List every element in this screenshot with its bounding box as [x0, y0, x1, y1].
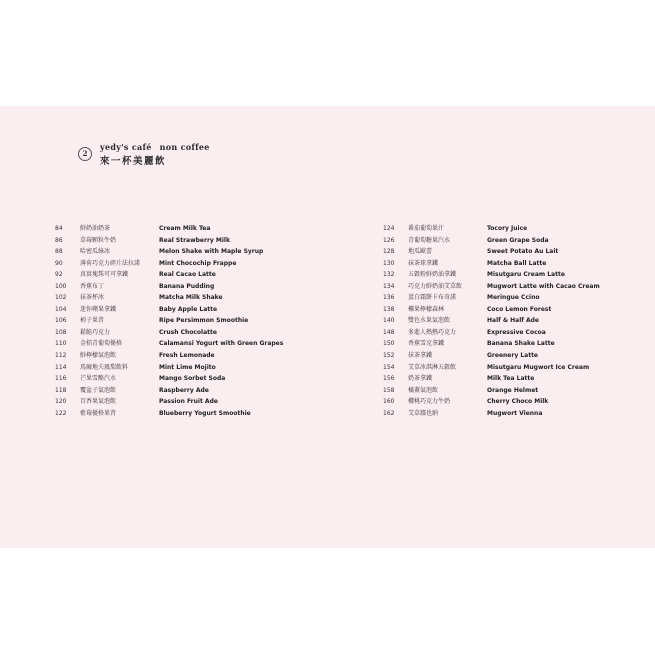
drink-name-zh: 青葡萄糖果汽水	[408, 236, 451, 244]
drink-name-en: Matcha Milk Shake	[159, 294, 223, 302]
drink-name-zh: 金桔青葡萄優格	[80, 340, 123, 348]
drink-name-zh: 番茄葡萄果汁	[408, 225, 445, 232]
drink-name-zh: 奶茶拿鐵	[408, 375, 433, 383]
drink-name-en: Melon Shake with Maple Syrup	[159, 248, 264, 256]
drink-name-zh: 巧克力鮮奶油艾草飲	[408, 282, 463, 290]
drink-name-zh: 鬆脆巧克力	[80, 328, 111, 336]
page-number: 112	[55, 352, 67, 360]
book-page	[0, 106, 655, 548]
drink-name-en: Blueberry Yogurt Smoothie	[159, 409, 251, 417]
drink-name-zh: 覆盆子氣泡飲	[80, 386, 117, 394]
drink-name-en: Crush Chocolatte	[159, 328, 217, 336]
drink-name-zh: 多進人熱熱巧克力	[408, 328, 457, 336]
drink-name-zh: 薄荷巧克力碎片法拉諾	[80, 259, 141, 267]
page-number: 138	[383, 305, 395, 313]
drink-name-zh: 五穀粉鮮奶油拿鐵	[408, 271, 457, 279]
drink-name-zh: 艾草鄒也納	[408, 409, 439, 417]
drink-name-zh: 馬爾地夫鳳梨飲料	[80, 363, 129, 371]
drink-name-zh: 艾草冰淇淋五穀飲	[408, 363, 457, 371]
page-number: 126	[383, 236, 395, 244]
chapter-title-zh: 來一杯美麗飲	[100, 156, 167, 167]
drink-name-zh: 迷你蘋果拿鐵	[80, 305, 117, 313]
drink-name-zh: 抹茶杯冰	[80, 294, 105, 302]
drink-name-en: Cherry Choco Milk	[487, 398, 549, 406]
drink-name-zh: 櫻桃巧克力牛奶	[408, 398, 451, 406]
drink-name-zh: 香蕉雪克拿鐵	[408, 340, 445, 348]
drink-name-zh: 蛋白霜餅卡布奇諾	[408, 294, 457, 302]
page-number: 108	[55, 328, 67, 336]
drink-name-zh: 雙色水果氣泡飲	[408, 317, 451, 325]
drink-name-en: Orange Helmet	[487, 386, 539, 394]
page-number: 84	[55, 225, 63, 232]
drink-name-en: Half & Half Ade	[487, 317, 539, 325]
drink-name-en: Mint Chocochip Frappe	[159, 259, 237, 267]
page-number: 152	[383, 352, 395, 360]
drink-name-zh: 鮮檸檬氣泡飲	[80, 352, 117, 360]
drink-name-en: Passion Fruit Ade	[159, 398, 218, 406]
drink-name-en: Mango Sorbet Soda	[159, 375, 226, 383]
page-number: 90	[55, 259, 63, 267]
page-number: 88	[55, 248, 63, 256]
drink-name-zh: 真實塊珠可可拿鐵	[80, 271, 129, 279]
drink-name-en: Calamansi Yogurt with Green Grapes	[159, 340, 284, 348]
drink-name-en: Real Cacao Latte	[159, 271, 216, 279]
page-number: 136	[383, 294, 395, 302]
page-number: 86	[55, 236, 63, 244]
drink-name-en: Green Grape Soda	[487, 236, 549, 244]
page-number: 156	[383, 375, 395, 383]
drink-name-zh: 鮮奶油奶茶	[80, 225, 111, 232]
drink-name-en: Cream Milk Tea	[159, 225, 211, 232]
drink-name-en: Misutgaru Mugwort Ice Cream	[487, 363, 590, 371]
drink-name-en: Mint Lime Mojito	[159, 363, 216, 371]
drink-name-en: Milk Tea Latte	[487, 375, 535, 383]
page-number: 132	[383, 271, 395, 279]
drink-name-en: Raspberry Ade	[159, 386, 209, 394]
drink-name-en: Real Strawberry Milk	[159, 236, 230, 244]
drink-name-zh: 椰果檸檬森林	[408, 305, 445, 313]
drink-name-zh: 地瓜歐蕾	[408, 248, 433, 256]
drink-name-zh: 橘蓋氣泡飲	[408, 386, 439, 394]
page-number: 100	[55, 282, 67, 290]
page-number: 92	[55, 271, 63, 279]
drink-name-en: Mugwort Vienna	[487, 409, 543, 417]
page-number: 134	[383, 282, 395, 290]
page-number: 150	[383, 340, 395, 348]
drink-name-zh: 芒果雪酪汽水	[80, 375, 117, 383]
drink-name-en: Mugwort Latte with Cacao Cream	[487, 282, 600, 290]
chapter-number-badge: 2	[78, 147, 92, 161]
drink-name-en: Fresh Lemonade	[159, 352, 215, 360]
drink-name-zh: 藍莓優格果昔	[80, 409, 117, 417]
page-number: 102	[55, 294, 67, 302]
drink-name-en: Matcha Ball Latte	[487, 259, 547, 267]
drink-name-zh: 抹茶球拿鐵	[408, 259, 439, 267]
drink-name-en: Greenery Latte	[487, 352, 538, 360]
drink-name-en: Banana Pudding	[159, 282, 215, 290]
drink-name-zh: 柿子果昔	[80, 317, 105, 325]
page-number: 116	[55, 375, 67, 383]
page-number: 148	[383, 328, 395, 336]
page-number: 160	[383, 398, 395, 406]
page-number: 140	[383, 317, 395, 325]
page-number: 124	[383, 225, 395, 232]
chapter-title-en	[100, 142, 210, 152]
drink-name-zh: 哈密瓜綠冰	[80, 248, 111, 256]
brand-name: yedy's café	[100, 142, 152, 152]
section-name: non coffee	[159, 142, 210, 152]
drink-name-en: Tocory Juice	[487, 225, 528, 232]
page-number: 128	[383, 248, 395, 256]
page-number: 114	[55, 363, 67, 371]
page-number: 130	[383, 259, 395, 267]
drink-name-zh: 抹茶拿鐵	[408, 352, 433, 360]
page-number: 120	[55, 398, 67, 406]
drink-name-zh: 草莓顆粒牛奶	[80, 236, 117, 244]
page-number: 154	[383, 363, 395, 371]
drink-name-en: Meringue Ccino	[487, 294, 540, 302]
page-number: 158	[383, 386, 395, 394]
drink-name-en: Misutgaru Cream Latte	[487, 271, 565, 279]
drink-name-en: Expressive Cocoa	[487, 328, 546, 336]
drink-name-en: Ripe Persimmon Smoothie	[159, 317, 249, 325]
page-number: 118	[55, 386, 67, 394]
drink-name-zh: 百香果氣泡飲	[80, 398, 117, 406]
page-number: 162	[383, 409, 395, 417]
drink-name-en: Sweet Potato Au Lait	[487, 248, 559, 256]
page-number: 106	[55, 317, 67, 325]
drink-name-zh: 香蕉布丁	[80, 282, 105, 290]
page-number: 122	[55, 409, 67, 417]
drink-name-en: Coco Lemon Forest	[487, 305, 552, 313]
drink-name-en: Baby Apple Latte	[159, 305, 218, 313]
page-number: 104	[55, 305, 67, 313]
page-number: 110	[55, 340, 67, 348]
drink-name-en: Banana Shake Latte	[487, 340, 555, 348]
